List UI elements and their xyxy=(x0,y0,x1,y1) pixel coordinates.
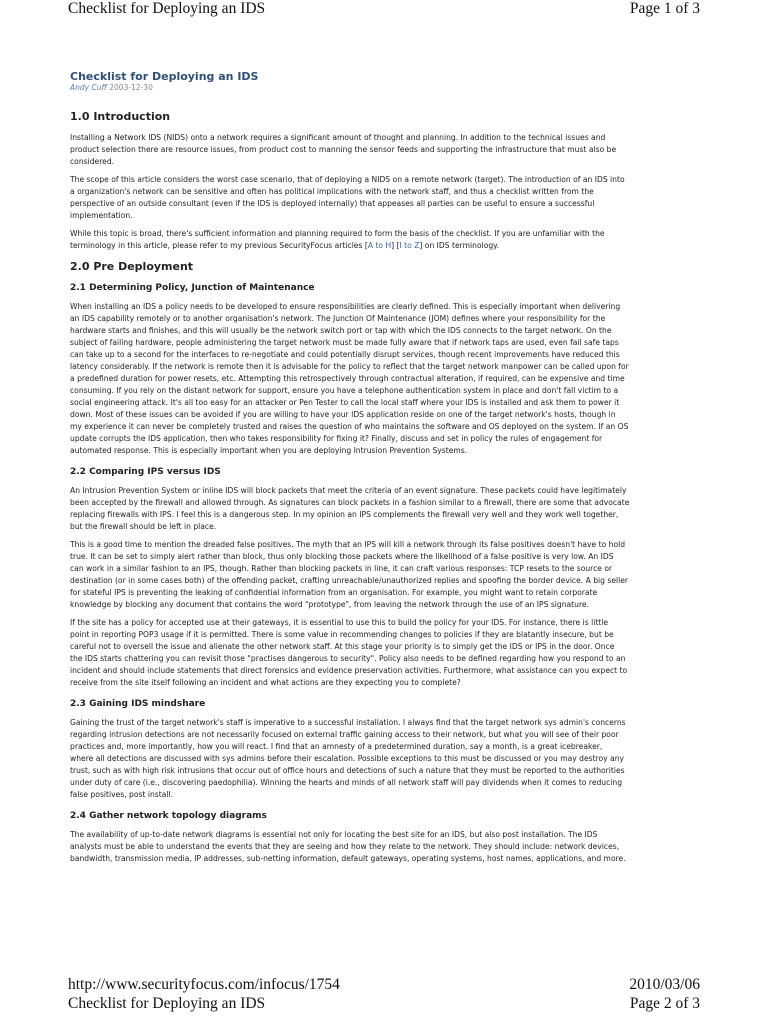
paragraph: The availability of up-to-date network diagrams is essential not only for locating the best site for an IDS, but also post installation. The IDS analysts must be able to understand the events that they are seeing and how they relate to the network. They should include: network devices, bandwidth, transmission media, IP addresses, sub-netting information, default gateways, operating systems, host names, applications, and more. xyxy=(70,830,626,863)
print-footer-date: 2010/03/06 xyxy=(629,976,700,993)
paragraph: Installing a Network IDS (NIDS) onto a network requires a significant amount of thought and planning. In addition to the technical issues and product selection there are resource issues, from product cost to manning the sensor feeds and supporting the infrastructure that must also be considered. xyxy=(70,133,617,166)
paragraph: If the site has a policy for accepted use at their gateways, it is essential to use this to build the policy for your IDS. For instance, there is little point in reporting POP3 usage if it is permitted. There is some value in recommending changes to policies if they are blatantly insecure, but be careful not to oversell the issue and alienate the other network staff. At this stage your priority is to simply get the IDS or IPS in the door. Once the IDS starts chattering you can revisit those "practises dangerous to security". Policy also needs to be defined regarding how you respond to an incident and should include statements that direct forensics and evidence preservation activities. Furthermore, what assistance can you expect to receive from the site itself following an incident and what actions are they expecting you to complete? xyxy=(70,618,628,687)
link-a-to-h[interactable]: A to H xyxy=(367,241,392,250)
print-header xyxy=(68,0,700,20)
print-header-page: Page 1 of 3 xyxy=(629,0,700,17)
paragraph: Gaining the trust of the target network's staff is imperative to a successful installation. I always find that the target network sys admin's concerns regarding intrusion detections are not necessarily focused on external traffic gaining access to their network, but what you will see of their poor practices and, more importantly, how you will react. I find that an amnesty of a predetermined duration, say a month, is a great icebreaker, where all detections are discussed with sys admins before their escalation. Possible exceptions to this must be discussed or you may destroy any trust, such as with high risk intrusions that occur out of office hours and detections of such a nature that they must be reported to the authorities under duty of care (i.e., discovering paedophilia). Winning the hearts and minds of all network staff will pay dividends when it comes to reducing false positives, post install. xyxy=(70,718,626,799)
paragraph-text: ] [ xyxy=(391,241,400,250)
section-heading-pre-deployment: 2.0 Pre Deployment xyxy=(70,260,194,273)
paragraph xyxy=(70,228,698,252)
print-footer-title: Checklist for Deploying an IDS xyxy=(68,995,266,1012)
subsection-heading-policy: 2.1 Determining Policy, Junction of Maintenance xyxy=(70,283,315,293)
print-footer-url: http://www.securityfocus.com/infocus/1754 xyxy=(68,976,340,993)
article-title[interactable]: Checklist for Deploying an IDS xyxy=(70,70,259,83)
paragraph: This is a good time to mention the dreaded false positives. The myth that an IPS will kill a network through its false positives doesn't have to hold true. It can be set to simply alert rather than block, thus only blocking those packets where the likelihood of a false positive is very low. An IDS can work in a similar fashion to an IPS, though. Rather than blocking packets in line, it can craft various responses: TCP resets to the source or destination (or in some cases both) of the offending packet, crafting unreachable/unauthorized replies and spoofing the border device. A big seller for stateful IPS is preventing the leaking of confidential information from an organisation. For example, you might want to retain corporate knowledge by blocking any document that contains the word "prototype", from leaving the network through the use of an IPS signature. xyxy=(70,540,629,609)
print-footer-page: Page 2 of 3 xyxy=(629,995,700,1012)
article-date: 2003-12-30 xyxy=(109,83,153,92)
subsection-heading-mindshare: 2.3 Gaining IDS mindshare xyxy=(70,699,206,709)
link-i-to-z[interactable]: I to Z xyxy=(399,241,420,250)
print-footer xyxy=(68,976,700,1014)
article-content xyxy=(70,70,698,871)
byline xyxy=(70,83,698,93)
section-heading-introduction: 1.0 Introduction xyxy=(70,110,171,123)
paragraph-text: While this topic is broad, there's sufficient information and planning required to form the basis of the checklist. If you are unfamiliar with the terminology in this article, please refer to my previous SecurityFocus articles [ xyxy=(70,229,605,250)
paragraph: An Intrusion Prevention System or inline IDS will block packets that meet the criteria of an event signature. These packets could have legitimately been accepted by the firewall and allowed through. As signatures can block packets in a fashion similar to a firewall, there are some that advocate replacing firewalls with IPS. I feel this is a dangerous step. In my opinion an IPS complements the firewall very well and they work well together, but the firewall should be left in place. xyxy=(70,486,630,531)
print-header-title: Checklist for Deploying an IDS xyxy=(68,0,266,17)
subsection-heading-topology: 2.4 Gather network topology diagrams xyxy=(70,811,267,821)
paragraph: The scope of this article considers the worst case scenario, that of deploying a NIDS on a remote network (target). The introduction of an IDS into a organization's network can be sensitive and often has political implications with the network staff, and thus a checklist written from the perspective of an outside consultant (even if the IDS is deployed internally) that appeases all parties can be useful to ensure a successful implementation. xyxy=(70,175,625,220)
author-link[interactable]: Andy Cuff xyxy=(70,83,107,92)
paragraph-text: ] on IDS terminology. xyxy=(419,241,499,250)
paragraph: When installing an IDS a policy needs to be developed to ensure responsibilities are clearly defined. This is especially important when delivering an IDS capability remotely or to another organisation's network. The Junction Of Maintenance (JOM) defines where your responsibility for the hardware starts and finishes, and this will usually be the network switch port or tap with which the IDS connects to the target network. On the subject of failing hardware, people administering the target network must be made fully aware that if network taps are used, even fail safe taps can take up to a second for the interfaces to re-negotiate and could potentially disrupt services, though recent improvements have reduced this latency considerably. If the network is remote then it is advisable for the policy to reflect that the target network manpower can be called upon for a predefined duration for power resets, etc. Attempting this retrospectively through contractual alteration, if required, can be expensive and time consuming. If you rely on the distant network for support, ensure you have a telephone authentication system in place and don't fall victim to a social engineering attack. It's all too easy for an attacker or Pen Tester to call the local staff where your IDS is installed and ask them to power it down. Most of these issues can be avoided if you are willing to have your IDS application reside on one of the target network's hosts, though in my experience it can never be completely trusted and raises the question of who maintains the software and OS deployed on the system. If an OS update corrupts the IDS application, then who takes responsibility for fixing it? Finally, discuss and set in policy the rules of engagement for automated response. This is especially important when you are deploying Intrusion Prevention Systems. xyxy=(70,302,629,455)
subsection-heading-ips-vs-ids: 2.2 Comparing IPS versus IDS xyxy=(70,467,221,477)
